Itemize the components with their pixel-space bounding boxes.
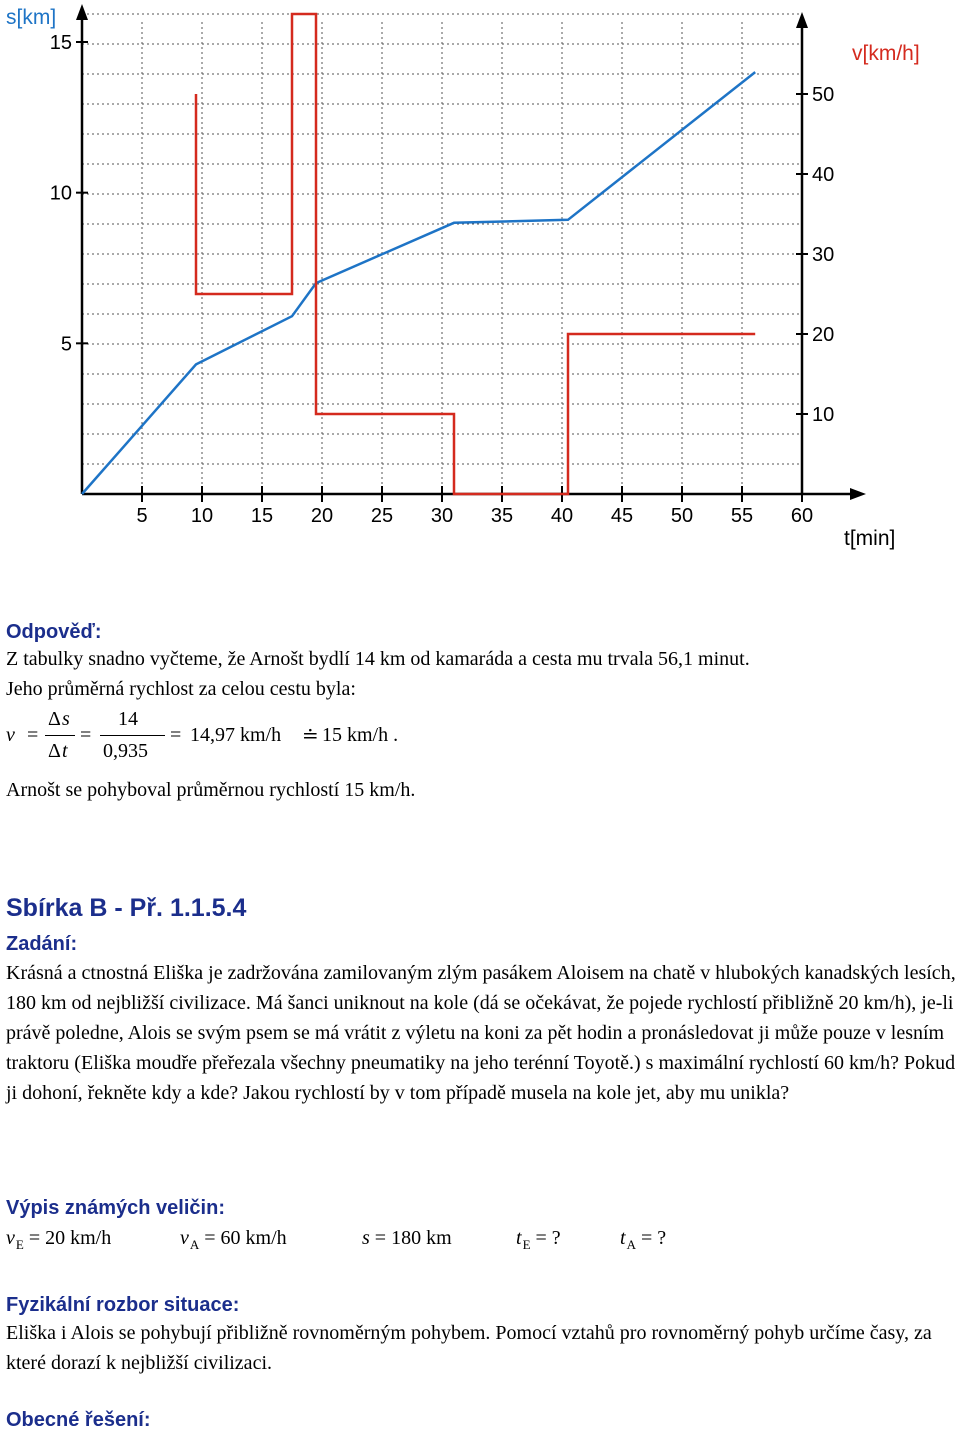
y-right-tick-label: 40 (812, 164, 835, 186)
eq-den-value: 0,935 (103, 740, 148, 762)
eq-equals-3: = (170, 724, 182, 746)
chart-labels (6, 6, 920, 550)
known-t-e: $t_E$ = ? (516, 1227, 561, 1252)
eq-result-rounded: 15 km/h . (322, 724, 399, 746)
y-right-tick-label: 30 (812, 244, 835, 266)
answer-heading: Odpověď: (6, 621, 102, 643)
x-tick-label: 30 (430, 505, 454, 527)
distance-series-line (82, 72, 755, 494)
general-solution-heading: Obecné řešení: (6, 1409, 151, 1431)
known-quantities-heading: Výpis známých veličin: (6, 1197, 225, 1219)
y-left-tick-label: 15 (49, 32, 72, 54)
task-heading: Zadání: (6, 933, 78, 955)
answer-line-1: Z tabulky snadno vyčteme, že Arnošt bydlí 14 km od kamaráda a cesta mu trvala 56,1 minut. (6, 648, 750, 670)
eq-num-delta: Δ (48, 708, 61, 730)
eq-num-value: 14 (118, 708, 138, 730)
fraction-bar-2 (100, 735, 165, 736)
chart-grid (82, 14, 802, 494)
y-right-tick-label: 10 (812, 404, 835, 426)
x-tick-label: 50 (670, 505, 694, 527)
x-tick-label: 25 (370, 505, 394, 527)
eq-equals-1: = (27, 724, 39, 746)
eq-den-t: t (62, 740, 68, 762)
speed-series-line (196, 14, 755, 494)
x-tick-label: 15 (250, 505, 274, 527)
known-v-e: $v_E = 20$ km/h (6, 1227, 112, 1252)
y-left-axis-label: s[km] (6, 6, 57, 29)
y-right-tick-label: 20 (812, 324, 835, 346)
y-right-axis-label: v[km/h] (852, 42, 920, 65)
y-left-tick-label: 5 (60, 333, 72, 356)
x-axis-label: t[min] (844, 527, 896, 550)
known-s: s = 180 km (362, 1227, 452, 1249)
y-left-tick-label: 10 (49, 182, 72, 205)
eq-den-delta: Δ (48, 740, 61, 762)
x-tick-label: 35 (490, 505, 514, 527)
eq-num-s: s (62, 708, 70, 730)
known-t-a: $t_A$ = ? (620, 1227, 667, 1252)
answer-line-3: Arnošt se pohyboval průměrnou rychlostí 15 km/h. (6, 779, 416, 801)
fraction-bar-1 (45, 735, 75, 736)
answer-line-2: Jeho průměrná rychlost za celou cestu byla: (6, 678, 356, 700)
analysis-text: Eliška i Alois se pohybují přibližně rovnoměrným pohybem. Pomocí vztahů pro rovnoměrný pohyb určíme časy, za které dorazí k nejbližší civilizaci. (6, 1322, 932, 1374)
eq-result: 14,97 km/h (190, 724, 282, 746)
known-v-a: $v_A = 60$ km/h (180, 1227, 287, 1252)
section-title: Sbírka B - Př. 1.1.5.4 (6, 894, 247, 922)
x-tick-label: 20 (310, 505, 334, 527)
x-tick-label: 55 (730, 505, 754, 527)
analysis-heading: Fyzikální rozbor situace: (6, 1294, 240, 1316)
eq-approx: ≐ (302, 725, 319, 747)
eq-equals-2: = (80, 724, 92, 746)
y-right-tick-label: 50 (812, 84, 835, 106)
distance-speed-chart (0, 0, 960, 560)
x-tick-label: 45 (610, 505, 634, 527)
x-tick-label: 40 (550, 505, 574, 527)
eq-v: v (6, 724, 15, 746)
x-tick-label: 60 (790, 505, 814, 527)
x-tick-label: 10 (190, 505, 214, 527)
x-tick-label: 5 (136, 505, 148, 527)
task-text: Krásná a ctnostná Eliška je zadržována zamilovaným zlým pasákem Aloisem na chatě v hlubokých kanadských lesích, 180 km od nejbližší civilizace. Má šanci uniknout na kole (dá se očekávat, že pojede rychlostí přibližně 20 km/h), je-li právě poledne, Alois se svým psem se má vrátit z výletu na koni za pět hodin a pronásledovat ji může pouze v lesním traktoru (Eliška moudře přeřezala všechny pneumatiky na jeho terénní Toyotě.) s maximální rychlostí 60 km/h? Pokud ji dohoní, řekněte kdy a kde? Jakou rychlostí by v tom případě musela na kole jet, aby mu unikla? (6, 962, 956, 1104)
